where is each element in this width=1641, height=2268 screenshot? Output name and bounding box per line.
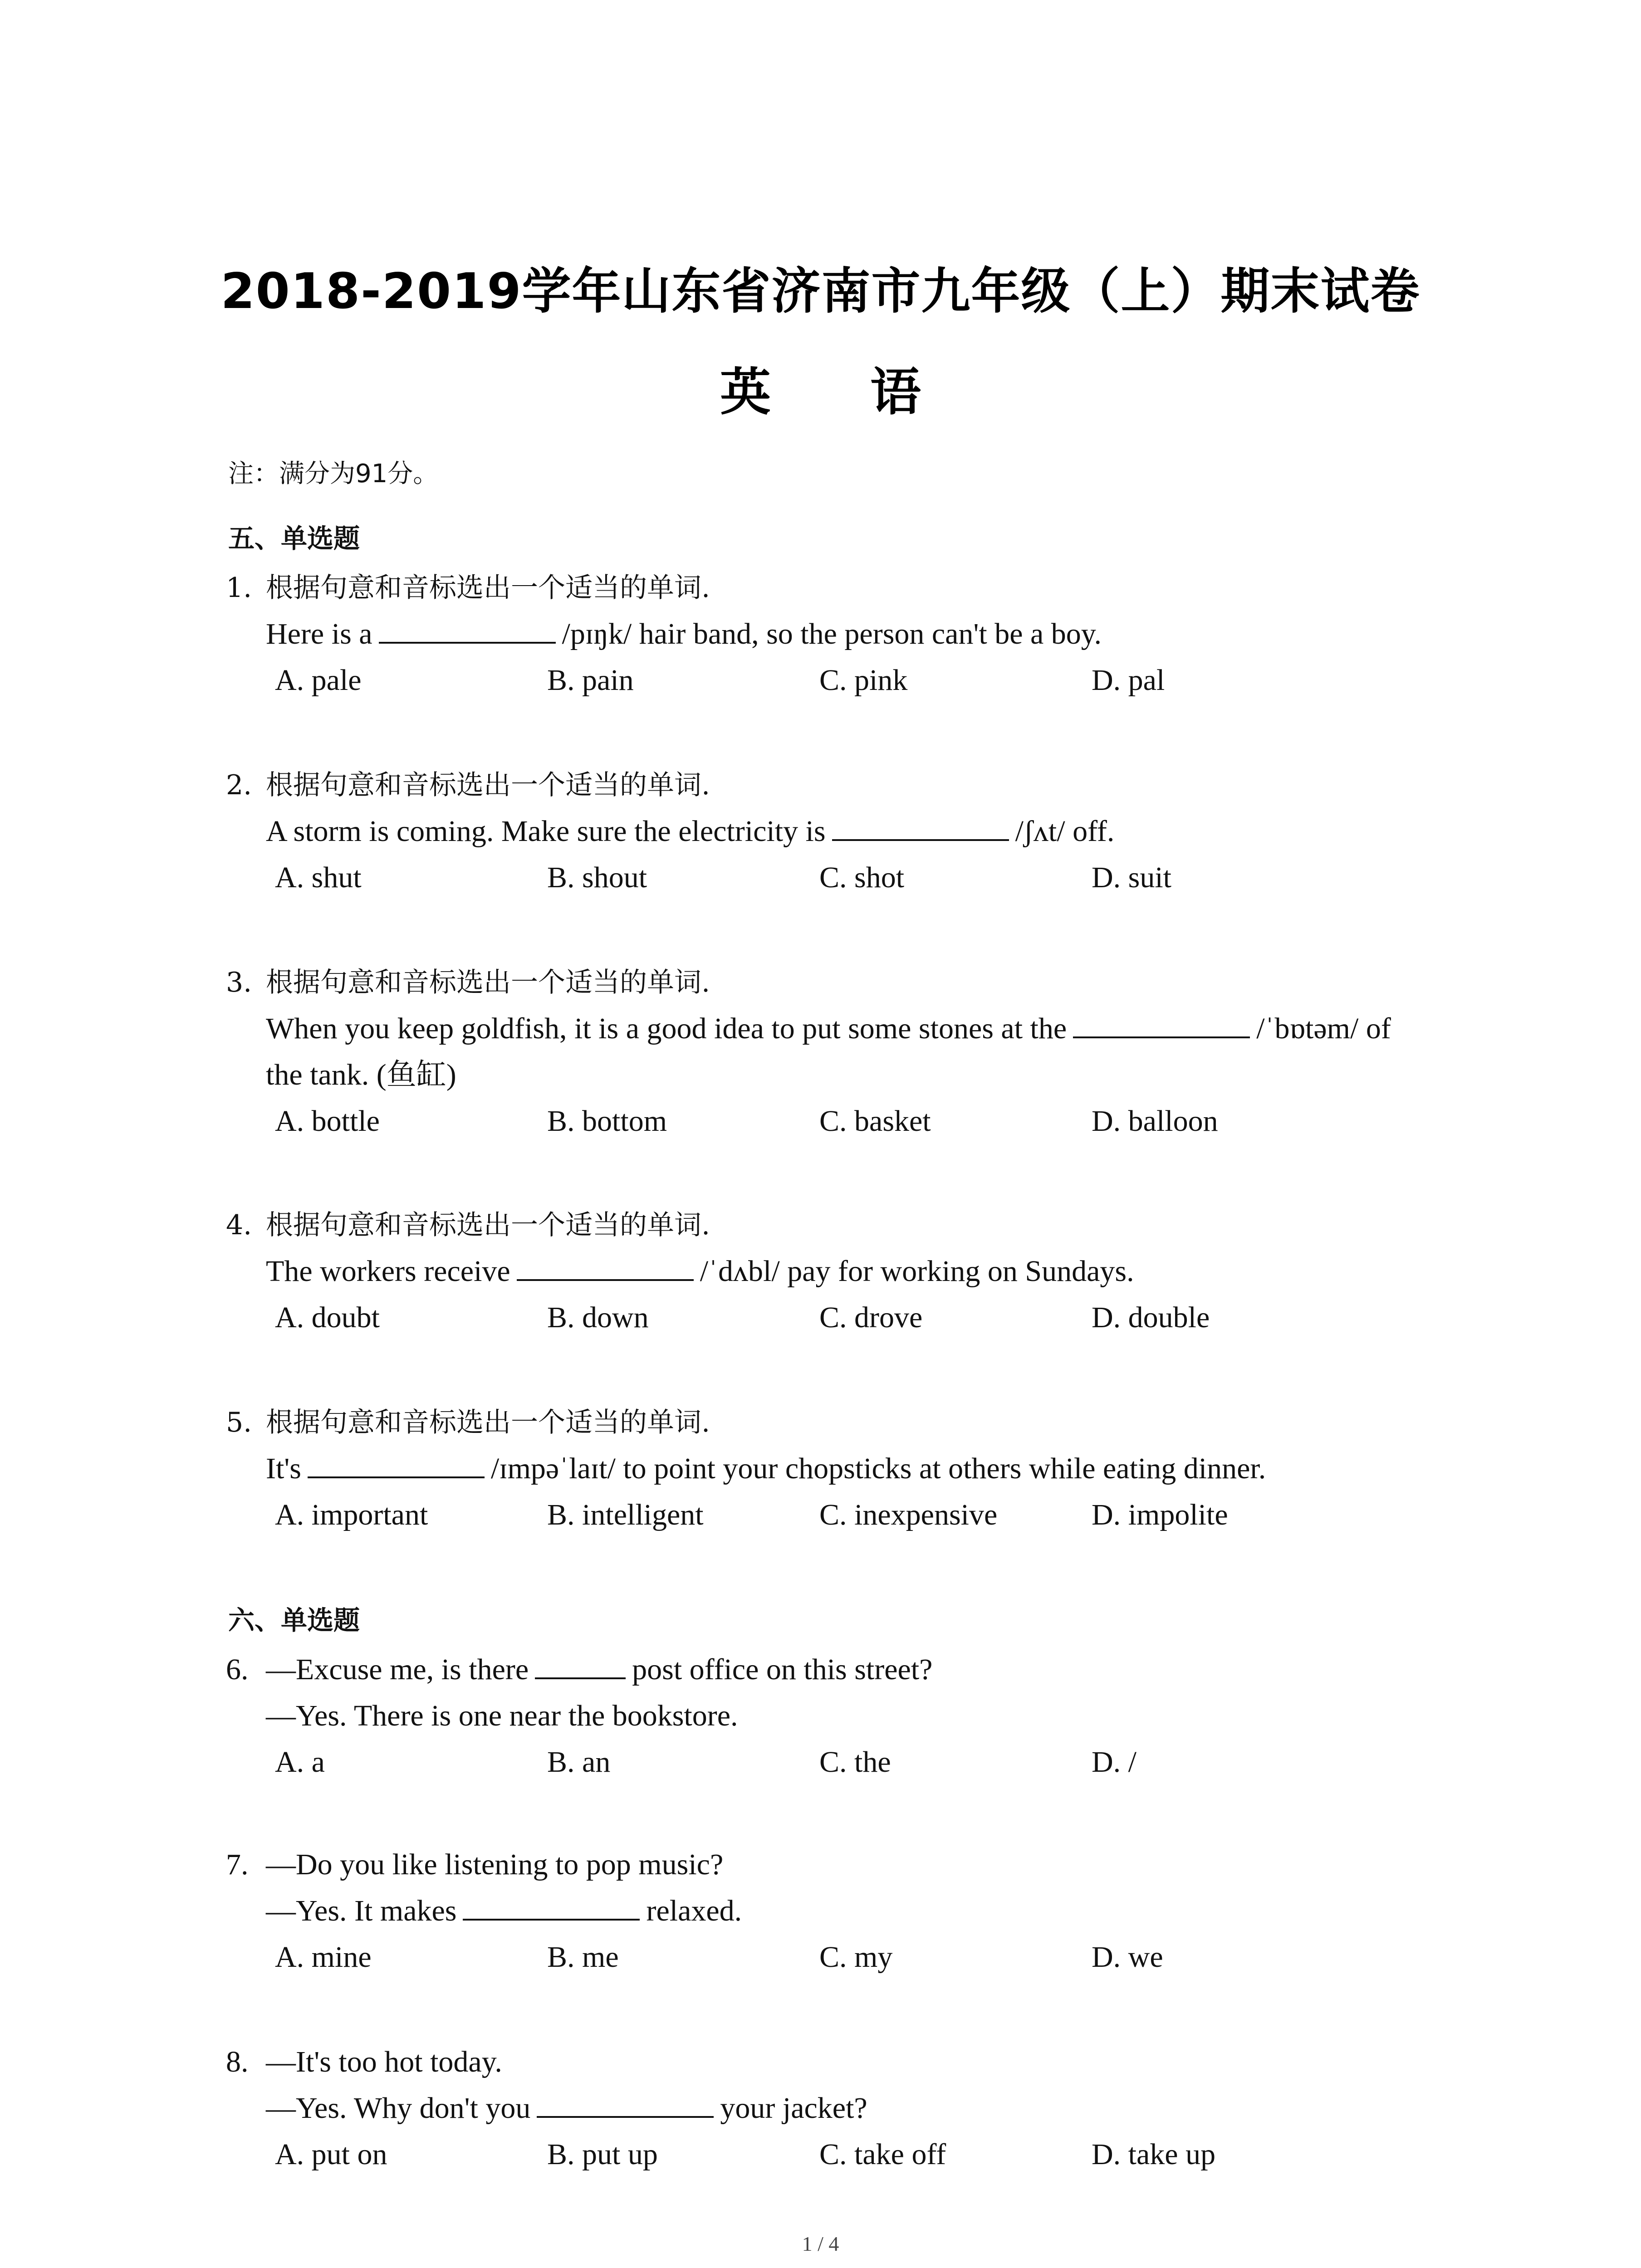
answer-blank [537, 2091, 714, 2118]
dialogue-line: —Yes. There is one near the bookstore. [266, 1699, 738, 1732]
option-a[interactable]: A. shut [275, 861, 362, 894]
dialogue-line: relaxed. [646, 1894, 742, 1927]
answer-blank [535, 1652, 626, 1679]
option-d[interactable]: D. balloon [1092, 1105, 1218, 1138]
options-row [226, 1295, 1451, 1341]
question-number: 4. [226, 1209, 252, 1241]
option-b[interactable]: B. an [547, 1745, 611, 1779]
question-2 [226, 762, 1451, 901]
question-instruction: 根据句意和音标选出一个适当的单词. [266, 769, 710, 801]
option-c[interactable]: C. drove [819, 1301, 923, 1334]
option-a[interactable]: A. bottle [275, 1105, 380, 1138]
question-4 [226, 1202, 1451, 1341]
option-d[interactable]: D. we [1092, 1941, 1163, 1974]
answer-blank [463, 1893, 640, 1921]
option-b[interactable]: B. put up [547, 2138, 658, 2171]
option-b[interactable]: B. down [547, 1301, 649, 1334]
question-8 [226, 2039, 1451, 2178]
sentence-text: /ˈbɒtəm/ of [1256, 1012, 1391, 1045]
dialogue-line: —Yes. Why don't you [266, 2092, 531, 2125]
dialogue-line: post office on this street? [632, 1653, 933, 1686]
options-row [226, 1739, 1451, 1785]
question-number: 8. [226, 2045, 249, 2078]
question-6 [226, 1647, 1451, 1785]
sentence-text: When you keep goldfish, it is a good idea to put some stones at the [266, 1012, 1067, 1045]
sentence-text: the tank. (鱼缸) [266, 1058, 456, 1091]
question-number: 7. [226, 1848, 249, 1881]
question-instruction: 根据句意和音标选出一个适当的单词. [266, 1209, 710, 1241]
answer-blank [308, 1451, 485, 1478]
sentence-text: The workers receive [266, 1255, 510, 1288]
question-number: 2. [226, 769, 252, 801]
page-number: 1 / 4 [802, 2232, 839, 2255]
question-instruction: 根据句意和音标选出一个适当的单词. [266, 1407, 710, 1438]
option-a[interactable]: A. mine [275, 1941, 372, 1974]
option-c[interactable]: C. shot [819, 861, 905, 894]
dialogue-line: —Excuse me, is there [266, 1653, 529, 1686]
answer-blank [832, 814, 1009, 841]
option-d[interactable]: D. impolite [1092, 1498, 1228, 1531]
exam-title: 2018-2019学年山东省济南市九年级（上）期末试卷 [220, 263, 1421, 320]
sentence-text: /pɪŋk/ hair band, so the person can't be a boy. [562, 617, 1102, 650]
option-a[interactable]: A. pale [275, 664, 362, 697]
option-c[interactable]: C. my [819, 1941, 893, 1974]
option-d[interactable]: D. / [1092, 1745, 1136, 1779]
option-d[interactable]: D. double [1092, 1301, 1210, 1334]
question-instruction: 根据句意和音标选出一个适当的单词. [266, 967, 710, 998]
question-3 [226, 959, 1451, 1144]
question-7 [226, 1842, 1451, 1980]
option-a[interactable]: A. doubt [275, 1301, 380, 1334]
option-b[interactable]: B. intelligent [547, 1498, 704, 1531]
section-heading-5: 五、单选题 [228, 523, 360, 554]
option-d[interactable]: D. take up [1092, 2138, 1216, 2171]
dialogue-line: —It's too hot today. [266, 2045, 502, 2078]
option-c[interactable]: C. the [819, 1745, 891, 1779]
sentence-text: /ɪmpəˈlaɪt/ to point your chopsticks at others while eating dinner. [490, 1452, 1266, 1485]
subject-title: 英 语 [720, 363, 962, 422]
option-a[interactable]: A. a [275, 1745, 325, 1779]
answer-blank [517, 1254, 694, 1281]
section-heading-6: 六、单选题 [228, 1605, 360, 1636]
option-c[interactable]: C. basket [819, 1105, 931, 1138]
sentence-text: /ʃʌt/ off. [1015, 815, 1115, 848]
options-row [226, 657, 1451, 704]
options-row [226, 1098, 1451, 1144]
option-c[interactable]: C. inexpensive [819, 1498, 998, 1531]
question-5 [226, 1399, 1451, 1538]
option-b[interactable]: B. pain [547, 664, 634, 697]
option-b[interactable]: B. me [547, 1941, 619, 1974]
option-a[interactable]: A. put on [275, 2138, 387, 2171]
option-c[interactable]: C. take off [819, 2138, 946, 2171]
question-number: 1. [226, 572, 252, 604]
options-row [226, 1492, 1451, 1538]
sentence-text: A storm is coming. Make sure the electricity is [266, 815, 826, 848]
option-b[interactable]: B. bottom [547, 1105, 667, 1138]
option-c[interactable]: C. pink [819, 664, 908, 697]
dialogue-line: —Do you like listening to pop music? [266, 1848, 724, 1881]
options-row [226, 2131, 1451, 2178]
question-number: 5. [226, 1407, 252, 1438]
sentence-text: /ˈdʌbl/ pay for working on Sundays. [700, 1255, 1134, 1288]
score-note: 注：满分为91分。 [228, 459, 439, 489]
answer-blank [379, 616, 556, 644]
question-number: 3. [226, 967, 252, 998]
sentence-text: Here is a [266, 617, 372, 650]
question-1 [226, 565, 1451, 704]
dialogue-line: your jacket? [720, 2092, 867, 2125]
answer-blank [1073, 1011, 1250, 1038]
question-number: 6. [226, 1653, 249, 1686]
question-instruction: 根据句意和音标选出一个适当的单词. [266, 572, 710, 604]
option-d[interactable]: D. pal [1092, 664, 1165, 697]
options-row [226, 1934, 1451, 1980]
option-d[interactable]: D. suit [1092, 861, 1172, 894]
option-b[interactable]: B. shout [547, 861, 647, 894]
sentence-text: It's [266, 1452, 301, 1485]
options-row [226, 855, 1451, 901]
dialogue-line: —Yes. It makes [266, 1894, 457, 1927]
option-a[interactable]: A. important [275, 1498, 428, 1531]
